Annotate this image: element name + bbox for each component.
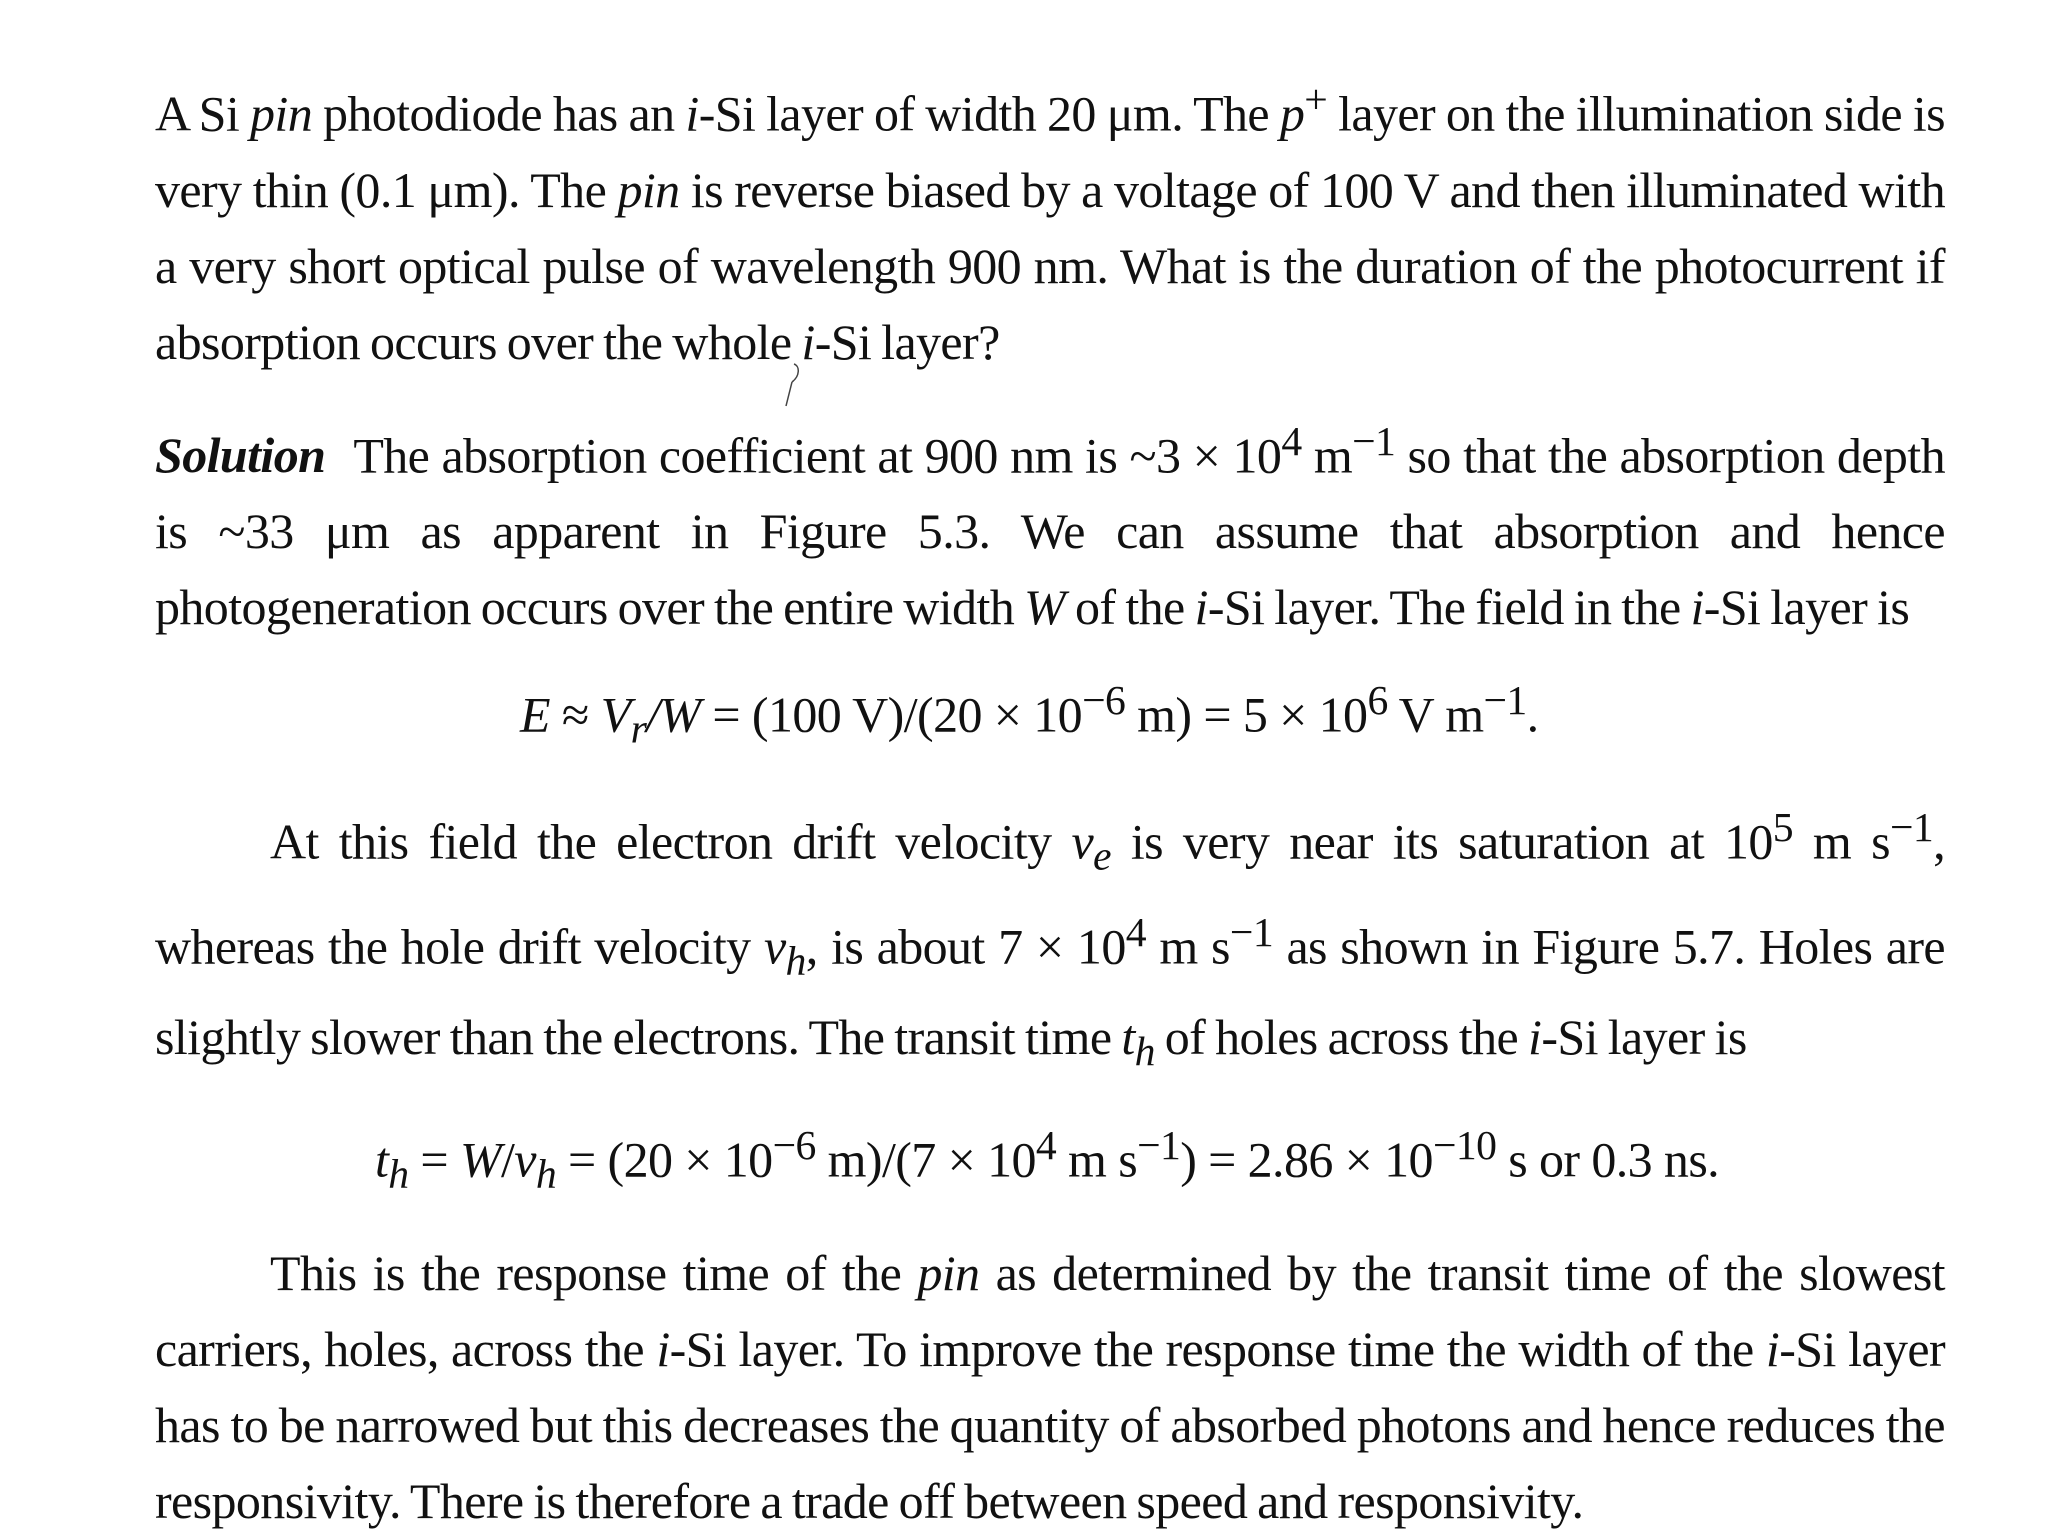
- solution-paragraph: Solution The absorption coefficient at 900 nm is ~3 × $10^4$ $m^{-1}$ so that the absorption depth is ~33 μm as apparent in Figure 5.3. We can assume that absorption and hence photogeneration occurs over the entire width W of the i-Si layer. The field in the i-Si layer is: [155, 418, 1945, 636]
- problem-statement: A Si pin photodiode has an i-Si layer of width 20 μm. The p+ layer on the illumination side is very thin (0.1 μm). The pin is reverse biased by a voltage of 100 V and then illuminated with a very short optical pulse of wavelength 900 nm. What is the duration of the photocurrent if absorption occurs over the whole i-Si layer?: [155, 77, 1945, 370]
- field-equation: $E \approx V_r/W = (100$ $V)/(20 \times 10^{-6}$ $m) = 5 \times 10^6$ V $m^{-1}$.: [520, 678, 1539, 753]
- pen-mark-icon: [780, 360, 810, 410]
- document-page: [155, 62, 1945, 1539]
- transit-time-equation: $t_h = W/v_h = (20 \times 10^{-6}$ $m)/(7 \times 10^4$ m $s^{-1}) = 2.86 \times 10^{-10}$ s or 0.3 ns.: [375, 1123, 1720, 1198]
- solution-label: Solution: [155, 427, 326, 484]
- drift-velocity-paragraph: At this field the electron drift velocity $v_e$ is very near its saturation at $10^5$ m $s^{-1}$, whereas the hole drift velocity $v_h$, is about $7 \times 10^4$ m $s^{-1}$ as shown in Figure 5.7. Holes are slightly slower than the electrons. The transit time $t_h$ of holes across the i-Si layer is: [155, 804, 1946, 1076]
- response-time-paragraph: This is the response time of the pin as determined by the transit time of the slowest carriers, holes, across the i-Si layer. To improve the response time the width of the i-Si layer has to be narrowed but this decreases the quantity of absorbed photons and hence reduces the responsivity. There is therefore a trade off between speed and responsivity.: [155, 1244, 1945, 1529]
